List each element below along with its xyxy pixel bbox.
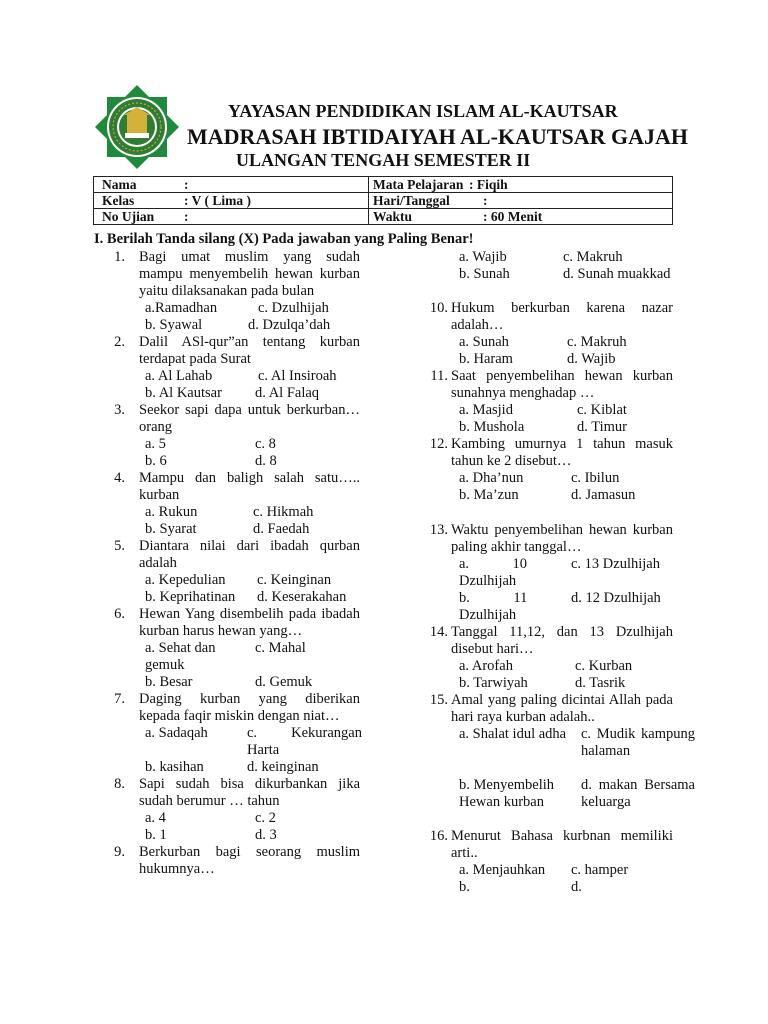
option-a[interactable]: a. Shalat idul adha (459, 726, 567, 742)
info-row (94, 209, 673, 225)
question-10 (420, 300, 673, 368)
option-a[interactable]: a. Arofah (459, 658, 513, 674)
mapel-cell (369, 177, 673, 193)
question-6 (110, 606, 360, 691)
options-row (139, 436, 360, 453)
question-number: 13. (429, 522, 448, 538)
options-row (451, 556, 673, 590)
option-d[interactable]: d. Keserakahan (257, 589, 347, 605)
school-name: MADRASAH IBTIDAIYAH AL-KAUTSAR GAJAH (187, 124, 688, 149)
option-d[interactable]: d. Jamasun (571, 487, 636, 503)
options-row (139, 759, 360, 776)
option-a[interactable]: a. 5 (145, 436, 166, 452)
foundation-name: YAYASAN PENDIDIKAN ISLAM AL-KAUTSAR (228, 101, 618, 121)
options-row (139, 317, 360, 334)
option-c[interactable]: c. Mudik kampung halaman (581, 726, 695, 759)
info-row (94, 177, 673, 193)
question-9 (110, 844, 360, 878)
options-row (451, 590, 673, 624)
nama-separator: : (184, 177, 189, 192)
options-row (451, 862, 673, 879)
hari-label: Hari/Tanggal (373, 193, 450, 208)
option-c[interactable]: c. Hikmah (253, 504, 314, 520)
option-a[interactable]: a. Dha’nun (459, 470, 524, 486)
options-row (451, 249, 673, 266)
option-b[interactable]: b. (459, 879, 470, 895)
question-16 (420, 828, 673, 896)
noujian-cell[interactable] (94, 209, 369, 225)
question-text: Diantara nilai dari ibadah qurban adalah (139, 538, 360, 571)
question-11 (420, 368, 673, 436)
question-number: 2. (114, 334, 125, 350)
question-1 (110, 249, 360, 334)
options-row (451, 487, 673, 504)
info-row (94, 193, 673, 209)
school-emblem-icon (92, 84, 182, 170)
question-number: 7. (114, 691, 125, 707)
hari-cell[interactable] (369, 193, 673, 209)
questions-right-column (420, 249, 695, 896)
options-row (451, 334, 673, 351)
mapel-label: Mata Pelajaran (373, 177, 464, 192)
options-row (451, 726, 695, 777)
option-a[interactable]: a. Sehat dan gemuk (145, 640, 216, 673)
question-text: Tanggal 11,12, dan 13 Dzulhijah disebut hari… (451, 624, 673, 657)
options-row (139, 300, 360, 317)
question-text: Hewan Yang disembelih pada ibadah kurban harus hewan yang… (139, 606, 360, 639)
option-d[interactable]: d. 3 (255, 827, 277, 843)
option-c[interactable]: c. 13 Dzulhijah (571, 556, 660, 572)
option-d[interactable]: d. Dzulqa’dah (248, 317, 331, 333)
noujian-separator: : (184, 209, 189, 224)
option-d[interactable]: d. Al Falaq (255, 385, 320, 401)
mapel-value: : Fiqih (469, 177, 508, 192)
kelas-label: Kelas (102, 193, 135, 208)
question-number: 3. (114, 402, 125, 418)
option-d[interactable]: d. Gemuk (255, 674, 313, 690)
option-c[interactable]: c. Mahal (255, 640, 306, 656)
question-2 (110, 334, 360, 402)
student-info-table (93, 176, 673, 225)
option-c[interactable]: c. Ibilun (571, 470, 620, 486)
options-row (451, 879, 673, 896)
question-text: Daging kurban yang diberikan kepada faqir miskin dengan niat… (139, 691, 360, 724)
options-row (451, 777, 695, 828)
options-row (451, 675, 673, 692)
question-text: Saat penyembelihan hewan kurban sunahnya menghadap … (451, 368, 673, 401)
option-b[interactable]: b. Besar (145, 674, 193, 690)
options-row (451, 402, 673, 419)
option-a[interactable]: a. Menjauhkan (459, 862, 546, 878)
question-12 (420, 436, 673, 504)
option-d[interactable]: d. Sunah muakkad (563, 266, 671, 282)
option-c[interactable]: c. Dzulhijah (258, 300, 329, 316)
option-b[interactable]: b. 6 (145, 453, 167, 469)
options-row (451, 470, 673, 487)
option-a[interactable]: a. Masjid (459, 402, 513, 418)
nama-cell[interactable] (94, 177, 369, 193)
option-a[interactable]: a. Kepedulian (145, 572, 226, 588)
option-c[interactable]: c. Al Insiroah (258, 368, 337, 384)
option-c[interactable]: c. Kiblat (577, 402, 627, 418)
option-a[interactable]: a. Rukun (145, 504, 198, 520)
option-d[interactable]: d. keinginan (247, 759, 319, 775)
question-number: 8. (114, 776, 125, 792)
option-d[interactable]: d. Timur (577, 419, 627, 435)
school-logo (92, 84, 182, 170)
option-b[interactable]: b. Keprihatinan (145, 589, 236, 605)
question-text: Waktu penyembelihan hewan kurban paling akhir tanggal… (451, 522, 673, 555)
question-9-options (420, 249, 673, 300)
option-a[interactable]: a. Sunah (459, 334, 509, 350)
option-a[interactable]: a. 10 Dzulhijah (459, 556, 531, 589)
option-c[interactable]: c. hamper (571, 862, 629, 878)
question-text: Dalil ASl-qur”an tentang kurban terdapat pada Surat (139, 334, 360, 367)
question-text: Bagi umat muslim yang sudah mampu menyembelih hewan kurban yaitu dilaksanakan pada bulan (139, 249, 360, 299)
options-row (139, 827, 360, 844)
option-b[interactable]: b. 1 (145, 827, 167, 843)
option-d[interactable]: d. Faedah (253, 521, 310, 537)
questions-left-column (110, 249, 360, 878)
waktu-label: Waktu (373, 209, 413, 224)
kelas-value: : V ( Lima ) (184, 193, 251, 208)
question-number: 9. (114, 844, 125, 860)
question-number: 15. (429, 692, 448, 708)
option-b[interactable]: b. Haram (459, 351, 513, 367)
option-c[interactable]: c. Kekurangan Harta (247, 725, 362, 758)
question-number: 11. (430, 368, 448, 384)
question-7 (110, 691, 360, 776)
question-15 (420, 692, 695, 828)
option-a[interactable]: a. 4 (145, 810, 166, 826)
options-row (139, 453, 360, 470)
option-a[interactable]: a. Sadaqah (145, 725, 208, 741)
option-c[interactable]: c. Keinginan (257, 572, 332, 588)
options-row (139, 572, 360, 589)
option-b[interactable]: b. kasihan (145, 759, 204, 775)
option-d[interactable]: d. makan Bersama keluarga (581, 777, 695, 810)
question-13 (420, 522, 673, 624)
option-b[interactable]: b. 11 Dzulhijah (459, 590, 531, 623)
question-text: Kambing umurnya 1 tahun masuk tahun ke 2 disebut… (451, 436, 673, 469)
options-row (139, 504, 360, 521)
options-row (139, 368, 360, 385)
options-row (451, 266, 673, 300)
option-c[interactable]: c. 8 (255, 436, 276, 452)
question-5 (110, 538, 360, 606)
exam-title: ULANGAN TENGAH SEMESTER II (236, 150, 531, 170)
question-number: 10. (429, 300, 448, 316)
options-row (451, 351, 673, 368)
options-row (451, 658, 673, 675)
question-number: 6. (114, 606, 125, 622)
spacer (420, 504, 673, 522)
option-b[interactable]: b. Menyembelih Hewan kurban (459, 777, 555, 810)
option-b[interactable]: b. Tarwiyah (459, 675, 528, 691)
noujian-label: No Ujian (102, 209, 155, 224)
option-b[interactable]: b. Mushola (459, 419, 525, 435)
option-c[interactable]: c. 2 (255, 810, 276, 826)
question-14 (420, 624, 673, 692)
option-d[interactable]: d. (571, 879, 582, 895)
option-c[interactable]: c. Kurban (575, 658, 633, 674)
options-row (451, 419, 673, 436)
option-d[interactable]: d. Tasrik (575, 675, 626, 691)
option-b[interactable]: b. Syarat (145, 521, 197, 537)
question-number: 14. (429, 624, 448, 640)
options-row (139, 385, 360, 402)
question-number: 12. (429, 436, 448, 452)
question-text: Seekor sapi dapa untuk berkurban… orang (139, 402, 360, 435)
question-3 (110, 402, 360, 470)
question-text: Menurut Bahasa kurbnan memiliki arti.. (451, 828, 673, 861)
question-text: Sapi sudah bisa dikurbankan jika sudah berumur … tahun (139, 776, 360, 809)
options-row (139, 521, 360, 538)
option-d[interactable]: d. Wajib (567, 351, 616, 367)
question-number: 5. (114, 538, 125, 554)
question-text: Amal yang paling dicintai Allah pada hari raya kurban adalah.. (451, 692, 673, 725)
waktu-cell (369, 209, 673, 225)
question-8 (110, 776, 360, 844)
nama-label: Nama (102, 177, 137, 192)
question-text: Hukum berkurban karena nazar adalah… (451, 300, 673, 333)
waktu-value: : 60 Menit (483, 209, 543, 224)
option-a[interactable]: a.Ramadhan (145, 300, 218, 316)
options-row (139, 640, 360, 674)
option-b[interactable]: b. Syawal (145, 317, 203, 333)
hari-separator: : (483, 193, 488, 208)
question-4 (110, 470, 360, 538)
option-c[interactable]: c. Makruh (563, 249, 623, 265)
option-b[interactable]: b. Sunah (459, 266, 510, 282)
option-a[interactable]: a. Al Lahab (145, 368, 213, 384)
options-row (139, 810, 360, 827)
question-number: 4. (114, 470, 125, 486)
options-row (139, 589, 360, 606)
question-number: 16. (429, 828, 448, 844)
question-text: Mampu dan baligh salah satu….. kurban (139, 470, 360, 503)
option-b[interactable]: b. Ma’zun (459, 487, 519, 503)
options-row (139, 725, 360, 759)
option-d[interactable]: d. 8 (255, 453, 277, 469)
instruction: I. Berilah Tanda silang (X) Pada jawaban yang Paling Benar! (94, 231, 474, 247)
option-c[interactable]: c. Makruh (567, 334, 627, 350)
option-d[interactable]: d. 12 Dzulhijah (571, 590, 661, 606)
option-a[interactable]: a. Wajib (459, 249, 507, 265)
options-row (139, 674, 360, 691)
kelas-cell (94, 193, 369, 209)
option-b[interactable]: b. Al Kautsar (145, 385, 222, 401)
question-number: 1. (114, 249, 125, 265)
question-text: Berkurban bagi seorang muslim hukumnya… (139, 844, 360, 877)
